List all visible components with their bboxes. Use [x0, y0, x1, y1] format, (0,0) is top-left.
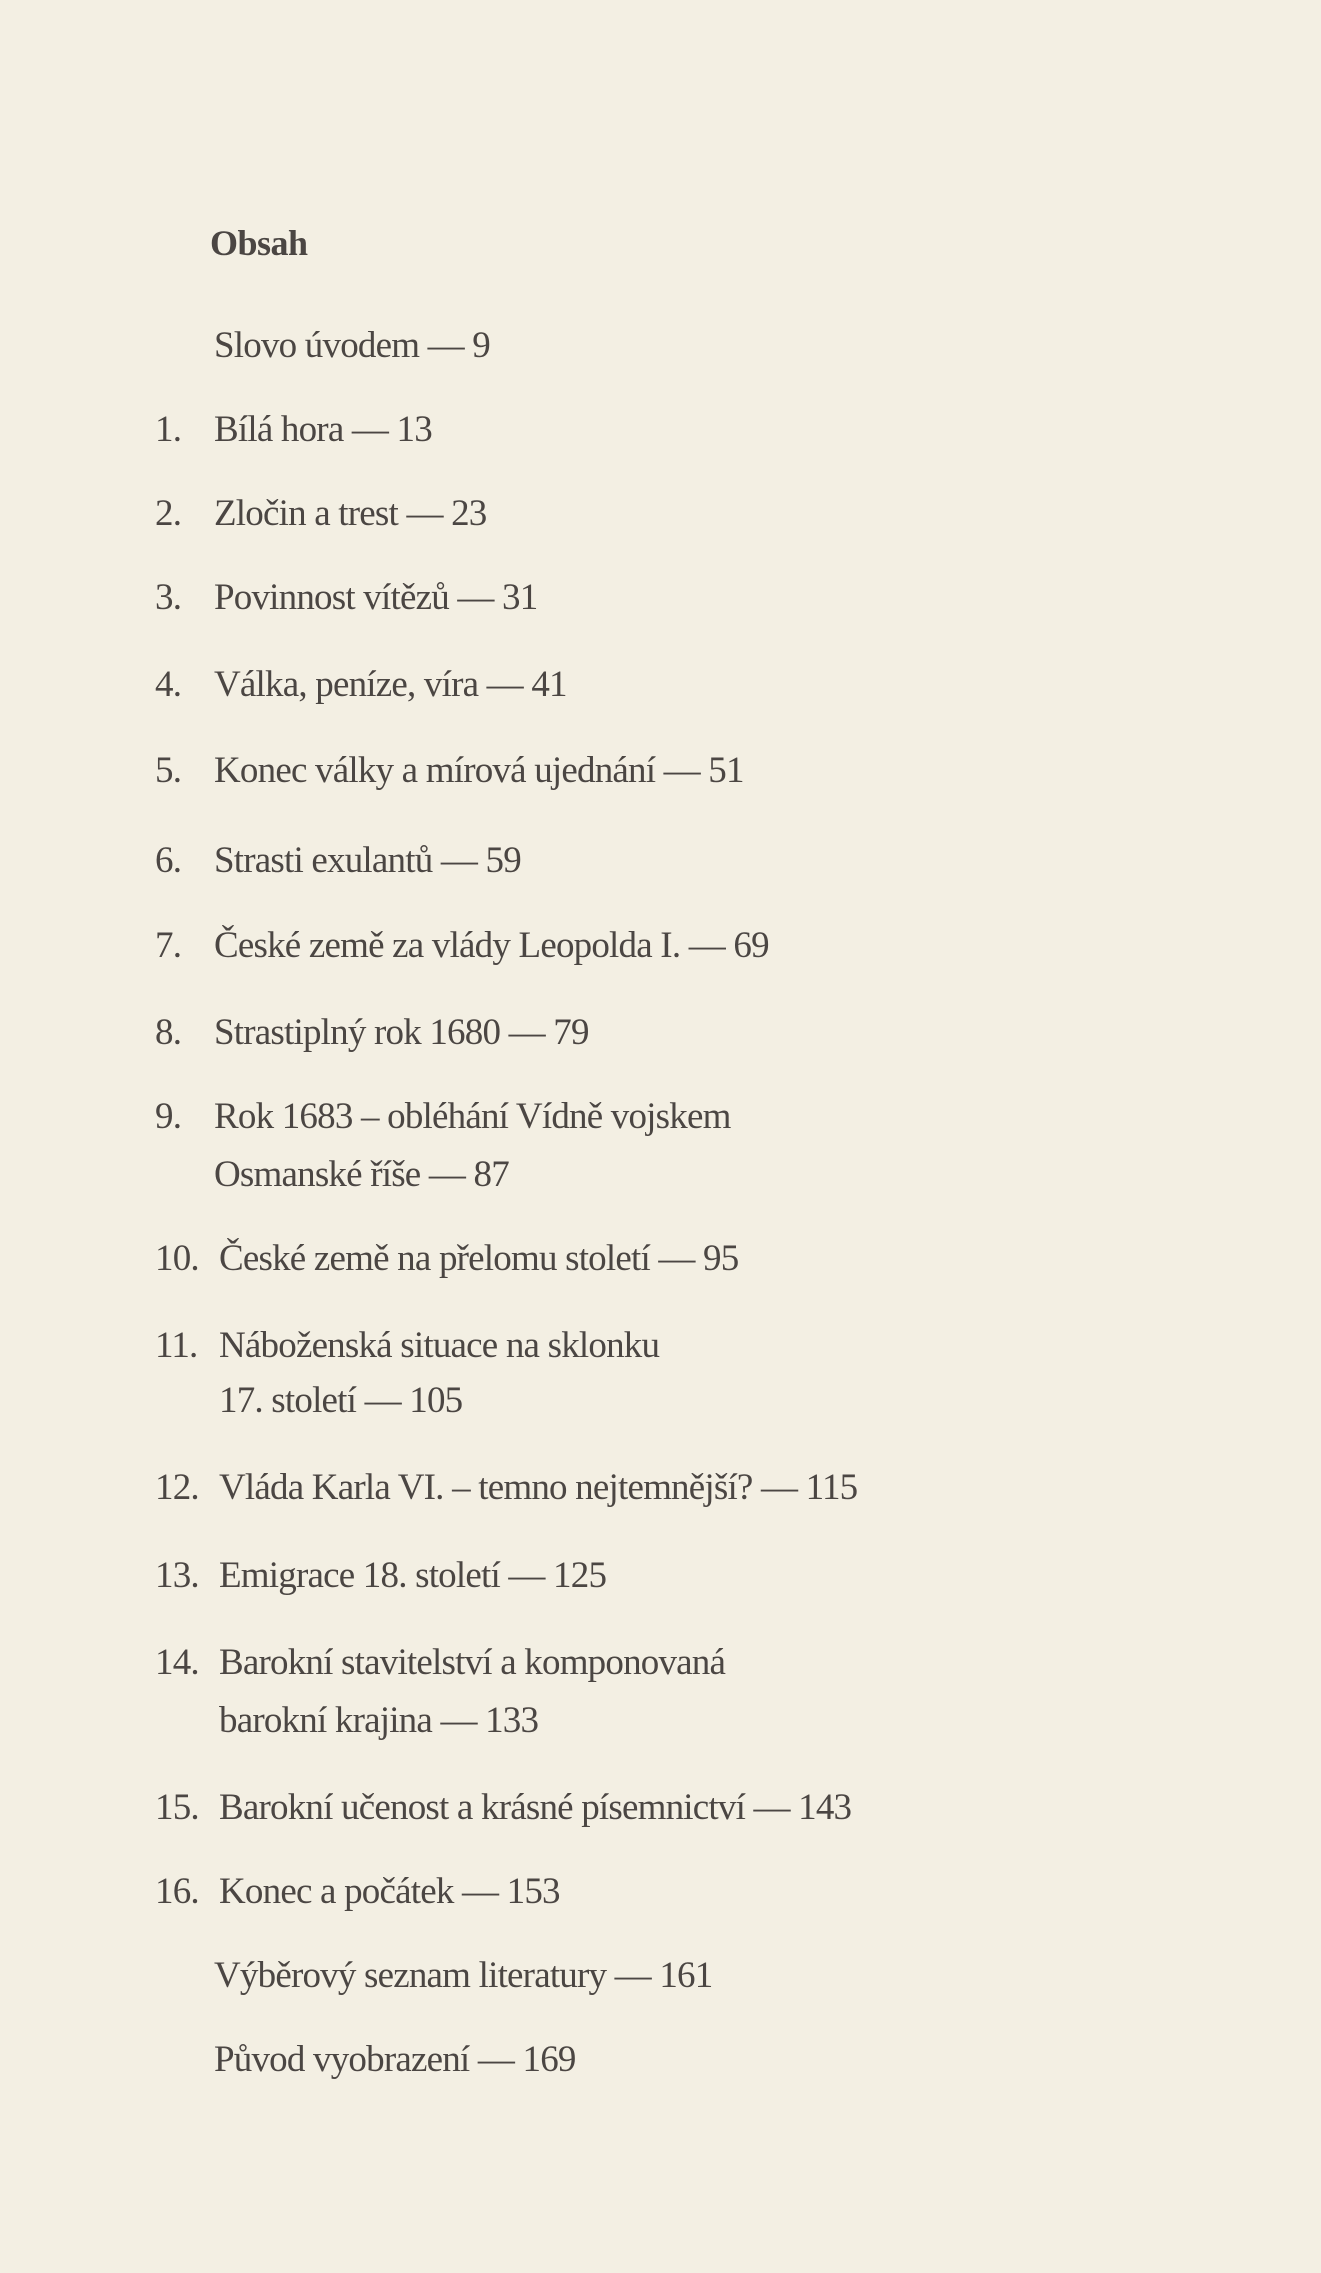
chapter-number: 14.	[155, 1642, 199, 1683]
chapter-title: České země za vlády Leopolda I. — 69	[214, 925, 769, 966]
chapter-title: Zločin a trest — 23	[214, 493, 487, 534]
chapter-number: 7.	[155, 925, 182, 966]
chapter-title: České země na přelomu století — 95	[219, 1238, 739, 1279]
chapter-title: barokní krajina — 133	[219, 1700, 539, 1741]
chapter-number: 11.	[155, 1325, 198, 1366]
chapter-number: 16.	[155, 1871, 199, 1912]
chapter-title: Rok 1683 – obléhání Vídně vojskem	[214, 1096, 731, 1137]
chapter-title: Osmanské říše — 87	[214, 1154, 509, 1195]
chapter-title: Barokní stavitelství a komponovaná	[219, 1642, 726, 1683]
chapter-number: 15.	[155, 1787, 199, 1828]
chapter-number: 1.	[155, 409, 182, 450]
chapter-number: 3.	[155, 577, 182, 618]
chapter-number: 9.	[155, 1096, 182, 1137]
chapter-title: Konec války a mírová ujednání — 51	[214, 750, 744, 791]
chapter-number: 5.	[155, 750, 182, 791]
chapter-title: Původ vyobrazení — 169	[214, 2039, 576, 2080]
chapter-number: 8.	[155, 1012, 182, 1053]
chapter-title: Výběrový seznam literatury — 161	[214, 1955, 713, 1996]
chapter-title: Barokní učenost a krásné písemnictví — 143	[219, 1787, 852, 1828]
chapter-title: Strasti exulantů — 59	[214, 840, 521, 881]
chapter-title: Válka, peníze, víra — 41	[214, 664, 567, 705]
chapter-title: Emigrace 18. století — 125	[219, 1555, 607, 1596]
chapter-number: 10.	[155, 1238, 199, 1279]
chapter-title: Vláda Karla VI. – temno nejtemnější? — 115	[219, 1467, 858, 1508]
chapter-title: 17. století — 105	[219, 1380, 463, 1421]
chapter-number: 13.	[155, 1555, 199, 1596]
page-title: Obsah	[210, 223, 308, 263]
chapter-title: Povinnost vítězů — 31	[214, 577, 538, 618]
chapter-title: Slovo úvodem — 9	[214, 325, 491, 366]
chapter-title: Bílá hora — 13	[214, 409, 432, 450]
chapter-number: 6.	[155, 840, 182, 881]
chapter-title: Konec a počátek — 153	[219, 1871, 560, 1912]
chapter-title: Strastiplný rok 1680 — 79	[214, 1012, 589, 1053]
chapter-number: 12.	[155, 1467, 199, 1508]
chapter-title: Náboženská situace na sklonku	[219, 1325, 660, 1366]
chapter-number: 4.	[155, 664, 182, 705]
chapter-number: 2.	[155, 493, 182, 534]
